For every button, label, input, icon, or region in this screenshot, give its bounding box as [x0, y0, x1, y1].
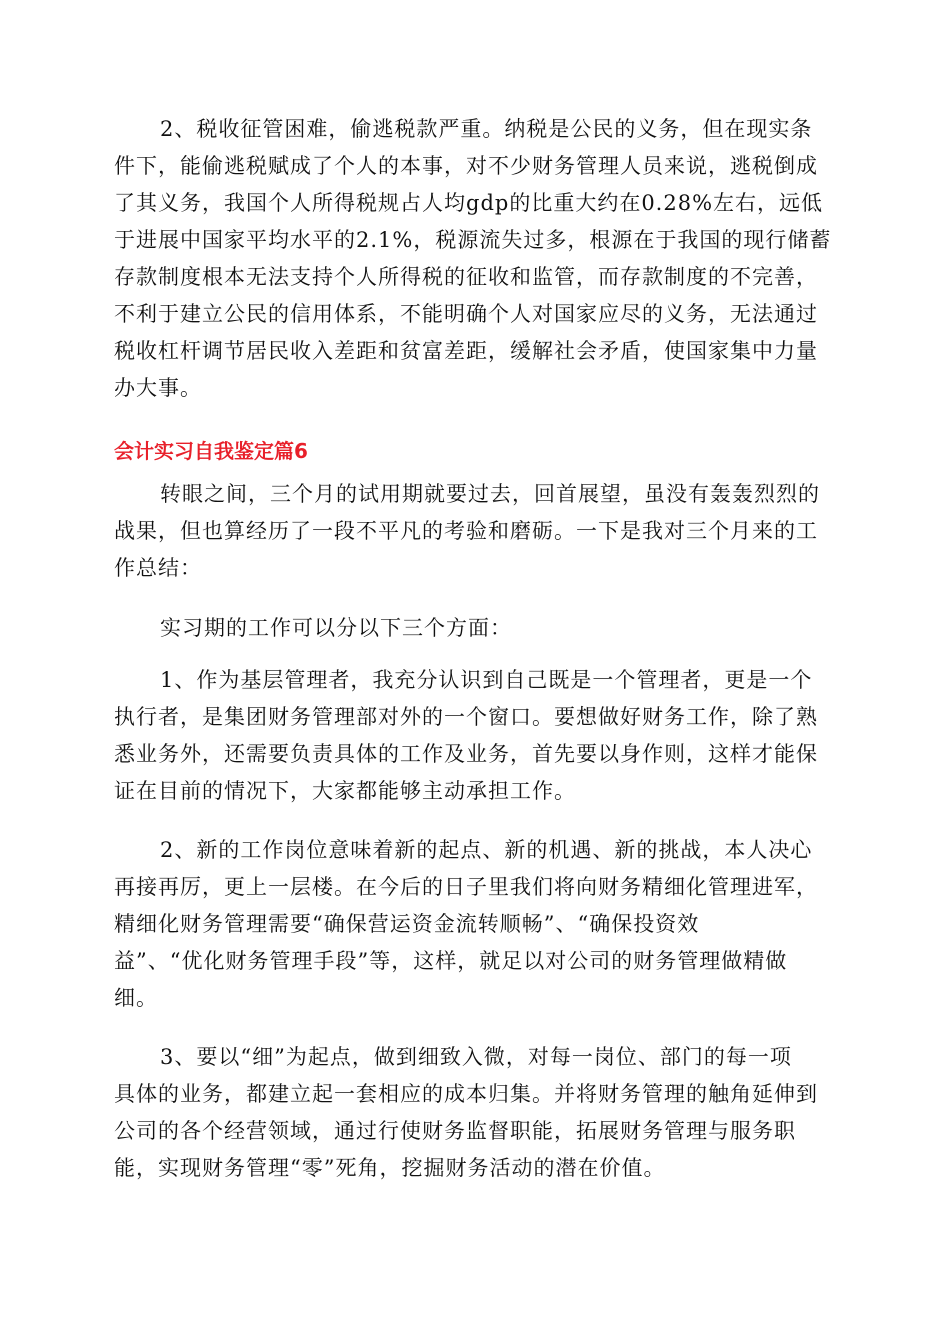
paragraph-line: 悉业务外，还需要负责具体的工作及业务，首先要以身作则，这样才能保: [114, 742, 818, 766]
paragraph-line: 不利于建立公民的信用体系，不能明确个人对国家应尽的义务，无法通过: [114, 302, 818, 326]
paragraph-line: 精细化财务管理需要“确保营运资金流转顺畅”、“确保投资效: [114, 912, 700, 936]
paragraph-line: 再接再厉，更上一层楼。在今后的日子里我们将向财务精细化管理进军，: [114, 875, 818, 899]
paragraph-point-1: [114, 662, 836, 810]
paragraph-intro: [114, 476, 836, 587]
paragraph-line: 证在目前的情况下，大家都能够主动承担工作。: [114, 779, 576, 803]
paragraph-line: 于进展中国家平均水平的2.1%，税源流失过多，根源在于我国的现行储蓄: [114, 228, 832, 252]
paragraph-line: 实习期的工作可以分以下三个方面：: [160, 616, 512, 640]
section-heading: 会计实习自我鉴定篇6: [114, 439, 308, 463]
paragraph-line: 了其义务，我国个人所得税规占人均gdp的比重大约在0.28%左右，远低: [114, 191, 824, 215]
paragraph-line: 件下，能偷逃税赋成了个人的本事，对不少财务管理人员来说，逃税倒成: [114, 154, 818, 178]
paragraph-line: 作总结：: [114, 556, 202, 580]
paragraph-line: 战果，但也算经历了一段不平凡的考验和磨砺。一下是我对三个月来的工: [114, 519, 818, 543]
paragraph-line: 转眼之间，三个月的试用期就要过去，回首展望，虽没有轰轰烈烈的: [160, 482, 820, 506]
paragraph-line: 2、税收征管困难，偷逃税款严重。纳税是公民的义务，但在现实条: [160, 117, 813, 141]
paragraph-line: 细。: [114, 986, 158, 1010]
paragraph-overview: [114, 610, 836, 647]
paragraph-line: 办大事。: [114, 376, 202, 400]
paragraph-line: 能，实现财务管理“零”死角，挖掘财务活动的潜在价值。: [114, 1156, 666, 1180]
paragraph-line: 公司的各个经营领域，通过行使财务监督职能，拓展财务管理与服务职: [114, 1119, 796, 1143]
paragraph-line: 2、新的工作岗位意味着新的起点、新的机遇、新的挑战，本人决心: [160, 838, 813, 862]
paragraph-line: 存款制度根本无法支持个人所得税的征收和监管，而存款制度的不完善，: [114, 265, 818, 289]
paragraph-tax-collection: [114, 111, 836, 407]
paragraph-point-2: [114, 832, 836, 1017]
paragraph-line: 3、要以“细”为起点，做到细致入微，对每一岗位、部门的每一项: [160, 1045, 792, 1069]
paragraph-line: 具体的业务，都建立起一套相应的成本归集。并将财务管理的触角延伸到: [114, 1082, 818, 1106]
paragraph-line: 执行者，是集团财务管理部对外的一个窗口。要想做好财务工作，除了熟: [114, 705, 818, 729]
paragraph-point-3: [114, 1039, 836, 1187]
paragraph-line: 税收杠杆调节居民收入差距和贫富差距，缓解社会矛盾，使国家集中力量: [114, 339, 818, 363]
paragraph-line: 益”、“优化财务管理手段”等，这样，就足以对公司的财务管理做精做: [114, 949, 788, 973]
paragraph-line: 1、作为基层管理者，我充分认识到自己既是一个管理者，更是一个: [160, 668, 813, 692]
